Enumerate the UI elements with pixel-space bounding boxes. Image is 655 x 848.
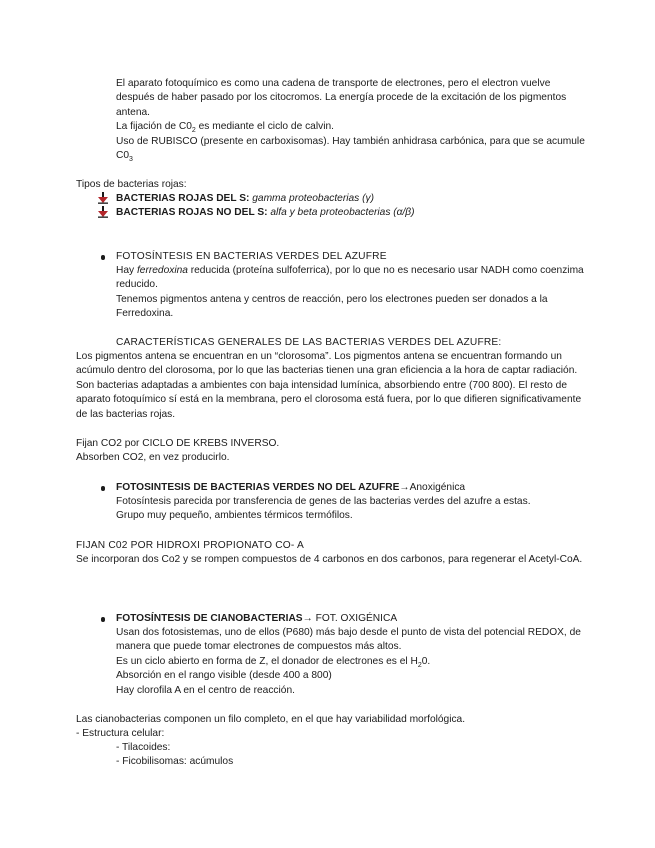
cianobacterias-p2 — [116, 655, 586, 669]
verdes-azufre-p2: Tenemos pigmentos antena y centros de reacción, pero los electrones pueden ser donados a la Ferredoxina. — [116, 293, 548, 320]
verdes-azufre-title: FOTOSÍNTESIS EN BACTERIAS VERDES DEL AZUFRE — [116, 251, 387, 262]
cianobacterias-p2-post: 0. — [421, 655, 431, 667]
verdes-no-azufre-body — [116, 495, 586, 524]
verdes-azufre-p1 — [116, 264, 586, 293]
intro-p2-pre: La fijación de C0 — [116, 121, 192, 133]
hidroxi-body: Se incorporan dos Co2 y se rompen compuestos de 4 carbonos en dos carbonos, para regenerar el Acetyl-CoA. — [76, 554, 583, 566]
caracteristicas-body: Los pigmentos antena se encuentran en un “clorosoma”. Los pigmentos antena se encuentran formando un acúmulo dentro del clorosoma, por lo que las bacterias tienen una gran eficiencia a la hora de captar radiación. Son bacterias adaptadas a ambientes con baja intensidad lumínica, absorbiendo entre (700 800). El resto de aparato fotoquímico sí está en la membrana, pero el clorosoma está fuera, por lo que difieren significativamente de las bacterias rojas. — [76, 351, 582, 420]
intro-paragraphs — [116, 77, 586, 163]
hidroxi-line-1: FIJAN C02 POR HIDROXI PROPIONATO CO- A — [76, 540, 304, 551]
cianobacterias-p3: Absorción en el rango visible (desde 400 a 800) — [116, 670, 332, 682]
cianobacterias-title-after: FOT. OXIGÉNICA — [312, 613, 398, 624]
final-line-3: - Tilacoides: — [116, 742, 171, 753]
final-line-4: - Ficobilisomas: acúmulos — [116, 756, 234, 768]
tipos-item-2-bold: BACTERIAS ROJAS NO DEL S: — [116, 207, 268, 218]
tipos-item-2-italic: alfa y beta proteobacterias (α/β) — [267, 207, 415, 218]
cianobacterias-p2-pre: Es un ciclo abierto en forma de Z, el donador de electrones es el H — [116, 655, 418, 667]
final-sublist — [116, 741, 586, 770]
right-arrow-icon: → — [399, 482, 410, 493]
krebs-line-1: Fijan CO2 por CICLO DE KREBS INVERSO. — [76, 438, 280, 449]
right-arrow-icon: → — [302, 613, 313, 624]
hidroxi-block — [76, 539, 586, 568]
tipos-item-1-italic: gamma proteobacterias (γ) — [249, 193, 374, 204]
verdes-azufre-p1-pre: Hay — [116, 265, 137, 276]
verdes-no-azufre-title-bold: FOTOSINTESIS DE BACTERIAS VERDES NO DEL AZUFRE — [116, 482, 400, 493]
verdes-no-azufre-title — [116, 481, 465, 495]
verdes-no-azufre-p2: Grupo muy pequeño, ambientes térmicos termófilos. — [116, 510, 353, 522]
tipos-item-1-bold: BACTERIAS ROJAS DEL S: — [116, 193, 250, 204]
intro-p3 — [116, 135, 586, 164]
verdes-no-azufre-p1: Fotosíntesis parecida por transferencia de genes de las bacterias verdes del azufre a estas. — [116, 496, 531, 507]
cianobacterias-p2-sub: 2 — [417, 661, 422, 669]
final-line-1: Las cianobacterias componen un filo completo, en el que hay variabilidad morfológica. — [76, 714, 466, 725]
tipos-item-2-text — [116, 206, 414, 220]
intro-p3-sub: 3 — [129, 156, 133, 164]
cianobacterias-title — [116, 612, 397, 626]
verdes-no-azufre-title-after: Anoxigénica — [409, 482, 466, 493]
intro-p2-sub: 2 — [191, 127, 196, 135]
verdes-azufre-p1-post: reducida (proteína sulfoferrica), por lo que no es necesario usar NADH como coenzima reducido. — [116, 265, 584, 291]
intro-p3-pre: Uso de RUBISCO (presente en carboxisomas). Hay también anhidrasa carbónica, para que se acumule C0 — [116, 135, 585, 162]
verdes-azufre-body — [116, 264, 586, 322]
cianobacterias-body — [116, 626, 586, 698]
bullet-dot-icon — [95, 612, 111, 627]
bullet-dot-icon — [95, 250, 111, 265]
krebs-block — [76, 437, 586, 466]
cianobacterias-p1: Usan dos fotosistemas, uno de ellos (P680) más bajo desde el punto de vista del potencial REDOX, de manera que puede tomar electrones de compuestos más altos. — [116, 627, 581, 653]
cianobacterias-title-bold: FOTOSÍNTESIS DE CIANOBACTERIAS — [116, 613, 303, 624]
intro-p2-post: es mediante el ciclo de calvin. — [195, 121, 334, 133]
intro-p1: El aparato fotoquímico es como una cadena de transporte de electrones, pero el electron vuelve después de haber pasado por los citocromos. La energía procede de la excitación de los pigmentos antena. — [116, 78, 567, 118]
tipos-heading: Tipos de bacterias rojas: — [76, 179, 187, 190]
final-block — [76, 713, 586, 742]
tipos-item-1-text — [116, 192, 374, 206]
final-line-2: - Estructura celular: — [76, 728, 165, 740]
cianobacterias-p4: Hay clorofila A en el centro de reacción. — [116, 684, 295, 696]
krebs-line-2: Absorben CO2, en vez producirlo. — [76, 452, 230, 464]
intro-p2 — [116, 120, 586, 134]
arrow-bullet-icon — [95, 206, 111, 223]
bullet-dot-icon — [95, 481, 111, 496]
caracteristicas-heading: CARACTERÍSTICAS GENERALES DE LAS BACTERIAS VERDES DEL AZUFRE: — [116, 337, 502, 348]
verdes-azufre-p1-italic: ferredoxina — [136, 265, 188, 276]
